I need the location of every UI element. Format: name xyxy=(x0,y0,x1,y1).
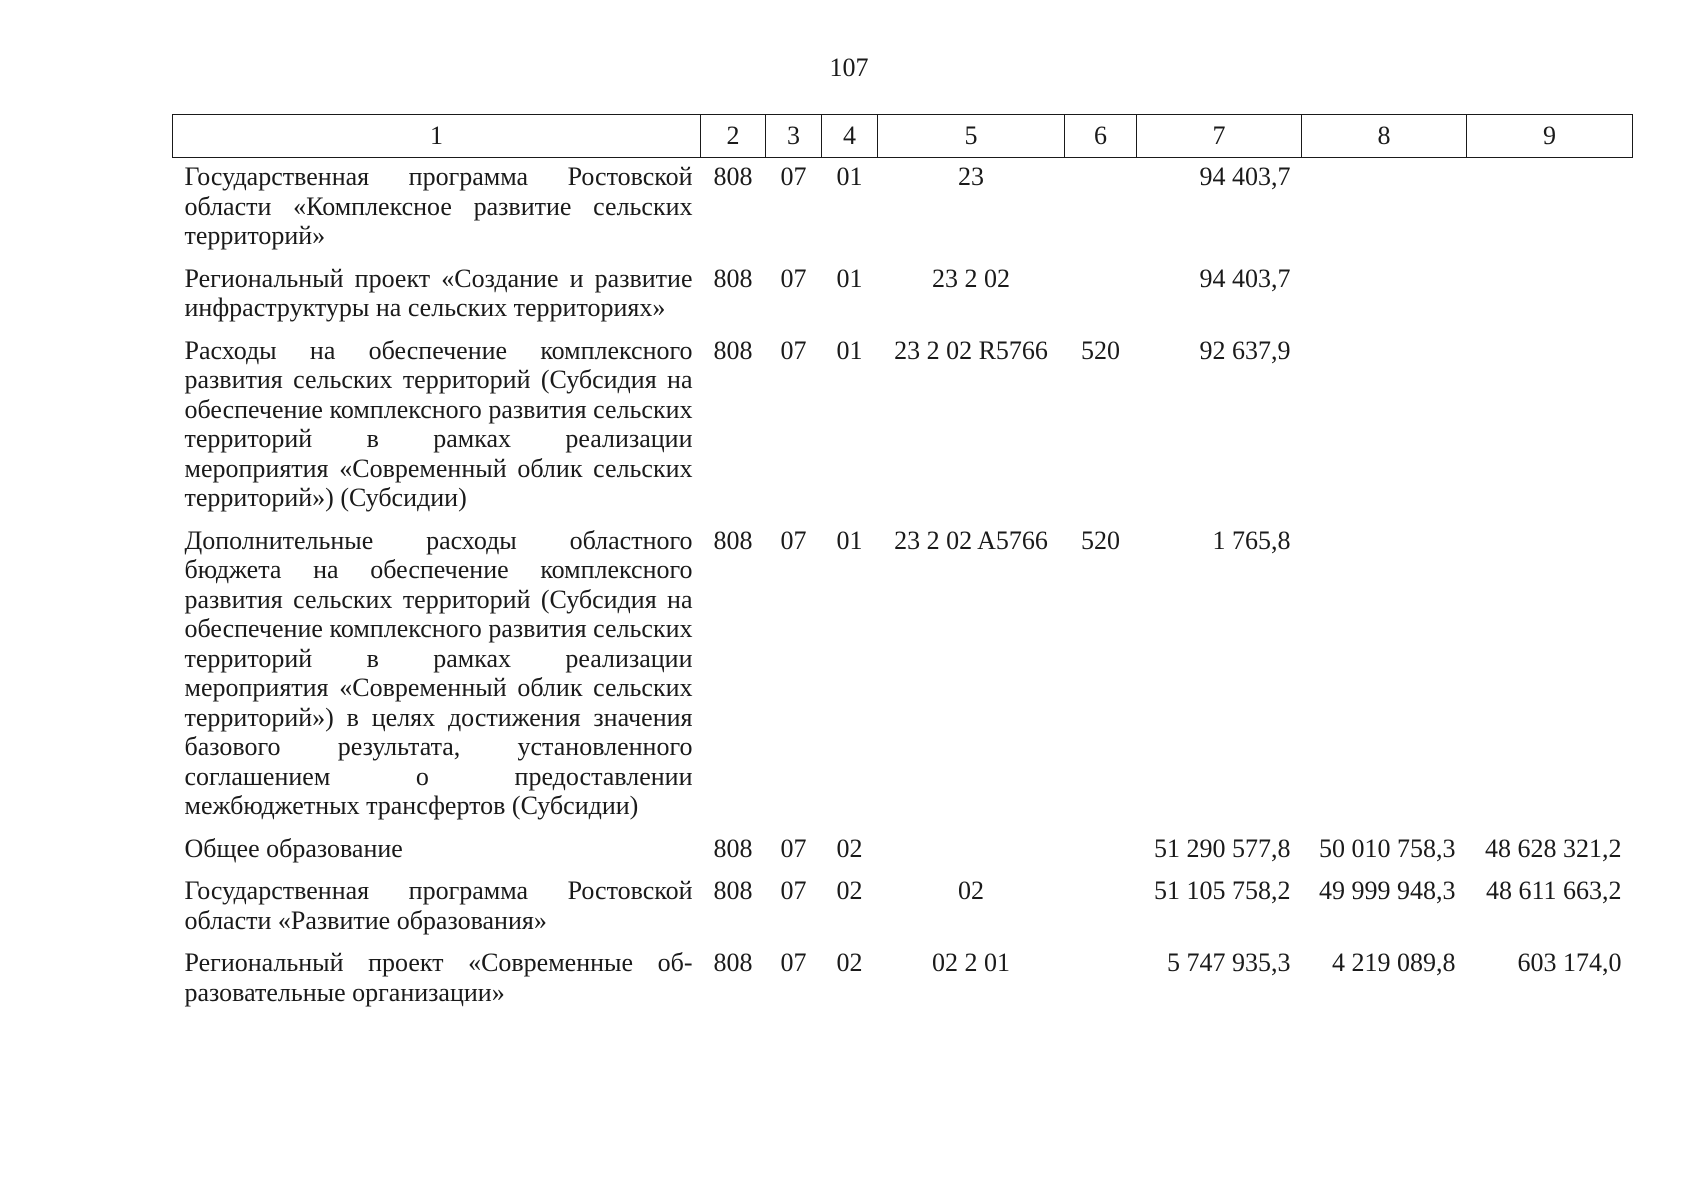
row-col-5: 02 2 01 xyxy=(932,948,1010,977)
row-col-3: 07 xyxy=(780,525,807,555)
row-col-9: 603 174,0 xyxy=(1517,948,1622,977)
row-col-9 xyxy=(1467,329,1633,519)
row-description: Общее образование xyxy=(184,833,403,863)
column-header-6: 6 xyxy=(1065,115,1137,158)
row-col-3: 07 xyxy=(780,876,807,905)
row-col-4: 02 xyxy=(836,833,863,863)
column-header-7: 7 xyxy=(1137,115,1302,158)
row-col-2: 808 xyxy=(713,948,753,977)
row-col-8 xyxy=(1302,329,1467,519)
table-row xyxy=(173,869,1633,941)
row-col-4: 01 xyxy=(836,525,863,555)
row-col-5: 23 xyxy=(958,162,984,191)
row-col-8 xyxy=(1302,519,1467,827)
row-col-7: 5 747 935,3 xyxy=(1167,948,1291,977)
row-col-9: 48 611 663,2 xyxy=(1485,876,1622,905)
row-col-6: 520 xyxy=(1081,525,1120,555)
row-col-3: 07 xyxy=(780,263,807,293)
row-col-5 xyxy=(878,827,1065,870)
row-col-9: 48 628 321,2 xyxy=(1485,833,1622,863)
row-col-3: 07 xyxy=(780,948,807,977)
row-col-8 xyxy=(1302,158,1467,257)
row-col-2: 808 xyxy=(713,876,753,905)
table-row xyxy=(173,519,1633,827)
row-description: Региональный проект «Современные образовательные организации» xyxy=(184,948,693,1007)
row-col-8: 50 010 758,3 xyxy=(1319,833,1456,863)
row-col-8: 49 999 948,3 xyxy=(1319,876,1456,905)
row-description: Расходы на обеспечение комплексного развития сельских территорий (Субсидия на обеспечение комплексного развития сельских территорий в рамках реализации мероприятия «Современный облик сельских территорий») (Субсидии) xyxy=(184,335,693,512)
row-description: Государственная программа Ростовской области «Комплексное развитие сельских территорий» xyxy=(184,162,693,250)
column-header-8: 8 xyxy=(1302,115,1467,158)
row-col-9 xyxy=(1467,158,1633,257)
row-col-7: 51 290 577,8 xyxy=(1154,833,1291,863)
column-header-2: 2 xyxy=(701,115,766,158)
row-col-7: 92 637,9 xyxy=(1199,335,1291,365)
row-col-3: 07 xyxy=(780,335,807,365)
table-row xyxy=(173,827,1633,870)
row-col-7: 1 765,8 xyxy=(1212,525,1291,555)
table-row xyxy=(173,941,1633,1013)
row-description: Дополнительные расходы областного бюджета на обеспечение комплексного развития сельских территорий (Субсидия на обеспечение комплексного развития сельских территорий в рамках реализации мероприятия «Современный облик сельских территорий») в целях достижения значения базового результата, установленного соглашением о предоставлении межбюджетных трансфертов (Субсидии) xyxy=(184,525,693,820)
row-col-8: 4 219 089,8 xyxy=(1332,948,1456,977)
row-description: Региональный проект «Создание и развитие инфраструктуры на сельских территориях» xyxy=(184,263,693,322)
row-col-9 xyxy=(1467,519,1633,827)
row-col-6 xyxy=(1065,158,1137,257)
row-col-2: 808 xyxy=(713,525,753,555)
header-row xyxy=(173,115,1633,158)
row-col-8 xyxy=(1302,257,1467,329)
row-col-7: 94 403,7 xyxy=(1199,263,1291,293)
row-col-5: 23 2 02 R5766 xyxy=(894,335,1048,365)
row-col-4: 01 xyxy=(836,263,863,293)
row-col-7: 94 403,7 xyxy=(1199,162,1291,191)
row-col-4: 02 xyxy=(836,876,863,905)
row-col-3: 07 xyxy=(780,162,807,191)
row-col-6 xyxy=(1065,869,1137,941)
table-row xyxy=(173,329,1633,519)
column-header-3: 3 xyxy=(766,115,822,158)
row-col-3: 07 xyxy=(780,833,807,863)
row-col-6: 520 xyxy=(1081,335,1120,365)
page-number: 107 xyxy=(829,53,869,82)
row-description: Государственная программа Ростовской области «Развитие образования» xyxy=(184,876,693,935)
row-col-6 xyxy=(1065,941,1137,1013)
row-col-7: 51 105 758,2 xyxy=(1154,876,1291,905)
row-col-4: 01 xyxy=(836,162,863,191)
column-header-4: 4 xyxy=(822,115,878,158)
column-header-1: 1 xyxy=(173,115,701,158)
row-col-4: 01 xyxy=(836,335,863,365)
row-col-6 xyxy=(1065,257,1137,329)
row-col-6 xyxy=(1065,827,1137,870)
row-col-9 xyxy=(1467,257,1633,329)
row-col-5: 23 2 02 A5766 xyxy=(894,525,1048,555)
column-header-9: 9 xyxy=(1467,115,1633,158)
column-header-5: 5 xyxy=(878,115,1065,158)
row-col-5: 23 2 02 xyxy=(932,263,1010,293)
row-col-2: 808 xyxy=(713,162,753,191)
budget-table xyxy=(172,114,1633,1013)
row-col-2: 808 xyxy=(713,335,753,365)
row-col-2: 808 xyxy=(713,263,753,293)
row-col-5: 02 xyxy=(958,876,984,905)
table-row xyxy=(173,257,1633,329)
row-col-2: 808 xyxy=(713,833,753,863)
row-col-4: 02 xyxy=(836,948,863,977)
table-row xyxy=(173,158,1633,257)
